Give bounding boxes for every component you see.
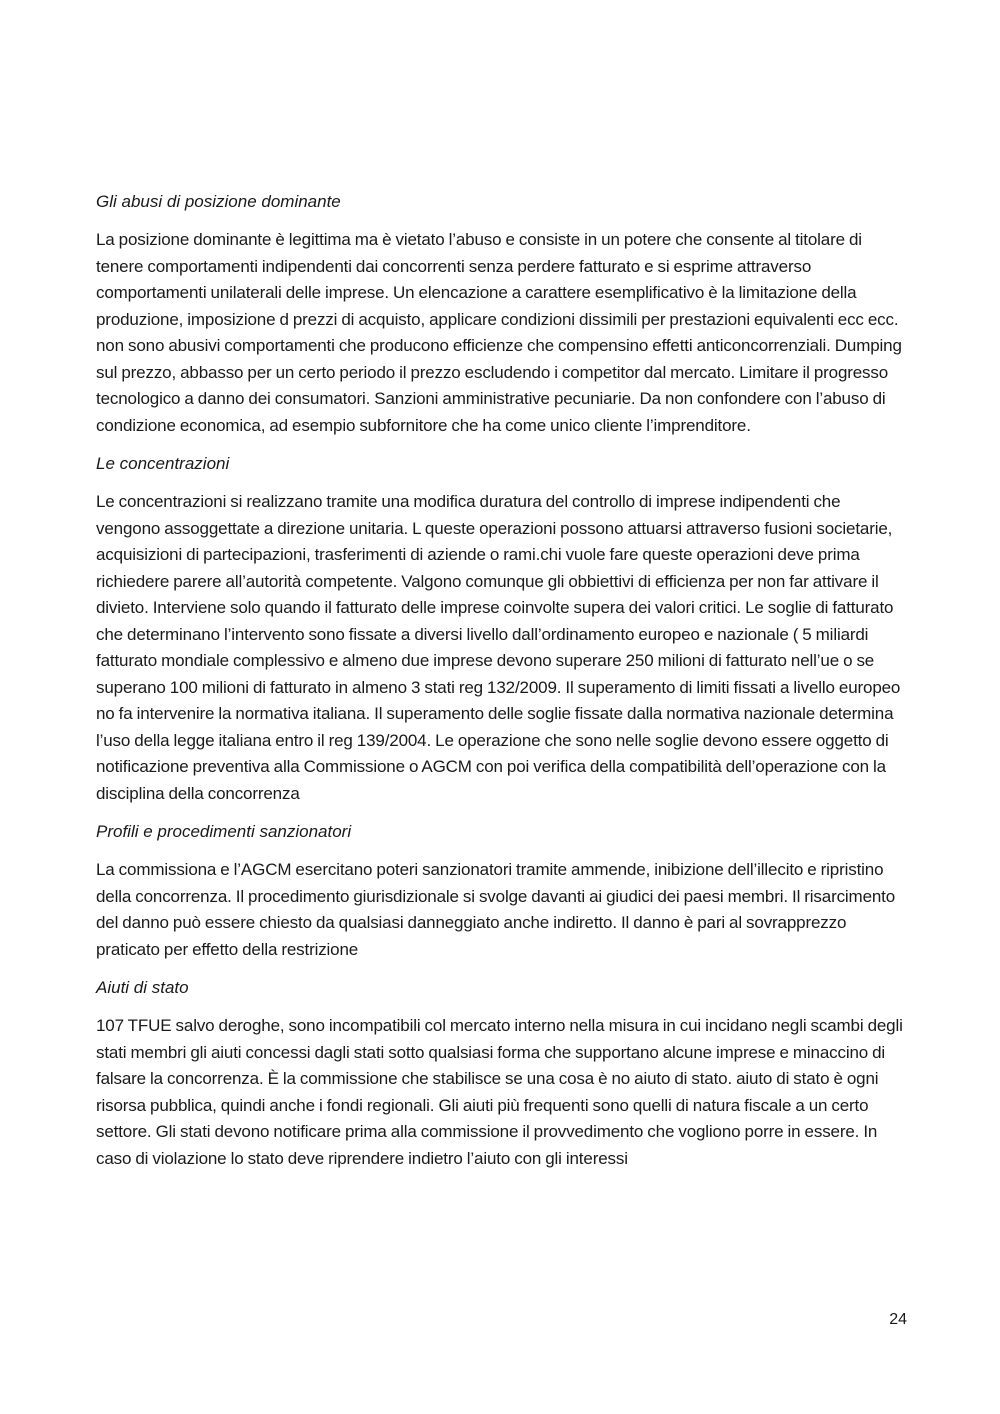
page-content (96, 189, 908, 1184)
section-heading: Le concentrazioni (96, 454, 230, 473)
section-paragraph: La commissiona e l’AGCM esercitano poteri sanzionatori tramite ammende, inibizione dell’illecito e ripristino della concorrenza. Il procedimento giurisdizionale si svolge davanti ai giudici dei paesi membri. Il risarcimento del danno può essere chiesto da qualsiasi danneggiato anche indiretto. Il danno è pari al sovrapprezzo praticato per effetto della restrizione (96, 860, 896, 959)
section-profili-sanzionatori (96, 819, 908, 963)
section-paragraph: La posizione dominante è legittima ma è vietato l’abuso e consiste in un potere che consente al titolare di tenere comportamenti indipendenti dai concorrenti senza perdere fatturato e si esprime attraverso comportamenti unilaterali delle imprese. Un elencazione a carattere esemplificativo è la limitazione della produzione, imposizione d prezzi di acquisto, applicare condizioni dissimili per prestazioni equivalenti ecc ecc. non sono abusivi comportamenti che producono efficienze che compensino effetti anticoncorrenziali. Dumping sul prezzo, abbasso per un certo periodo il prezzo escludendo i competitor dal mercato. Limitare il progresso tecnologico a danno dei consumatori. Sanzioni amministrative pecuniarie. Da non confondere con l’abuso di condizione economica, ad esempio subfornitore che ha come unico cliente l’imprenditore. (96, 230, 902, 435)
section-paragraph: 107 TFUE salvo deroghe, sono incompatibili col mercato interno nella misura in cui incidano negli scambi degli stati membri gli aiuti concessi dagli stati sotto qualsiasi forma che supportano alcune imprese e minaccino di falsare la concorrenza. È la commissione che stabilisce se una cosa è no aiuto di stato. aiuto di stato è ogni risorsa pubblica, quindi anche i fondi regionali. Gli aiuti più frequenti sono quelli di natura fiscale a un certo settore. Gli stati devono notificare prima alla commissione il provvedimento che vogliono porre in essere. In caso di violazione lo stato deve riprendere indietro l’aiuto con gli interessi (96, 1016, 903, 1168)
section-paragraph: Le concentrazioni si realizzano tramite una modifica duratura del controllo di imprese indipendenti che vengono assoggettate a direzione unitaria. L queste operazioni possono attuarsi attraverso fusioni societarie, acquisizioni di partecipazioni, trasferimenti di aziende o rami.chi vuole fare queste operazioni deve prima richiedere parere all’autorità competente. Valgono comunque gli obbiettivi di efficienza per non far attivare il divieto. Interviene solo quando il fatturato delle imprese coinvolte supera dei valori critici. Le soglie di fatturato che determinano l’intervento sono fissate a diversi livello dall’ordinamento europeo e nazionale ( 5 miliardi fatturato mondiale complessivo e almeno due imprese devono superare 250 milioni di fatturato nell’ue o se superano 100 milioni di fatturato in almeno 3 stati reg 132/2009. Il superamento di limiti fissati a livello europeo no fa intervenire la normativa italiana. Il superamento delle soglie fissate dalla normativa nazionale determina l’uso della legge italiana entro il reg 139/2004. Le operazione che sono nelle soglie devono essere oggetto di notificazione preventiva alla Commissione o AGCM con poi verifica della compatibilità dell’operazione con la disciplina della concorrenza (96, 492, 901, 803)
section-heading: Aiuti di stato (96, 978, 189, 997)
section-heading: Profili e procedimenti sanzionatori (96, 822, 352, 841)
section-aiuti-di-stato (96, 975, 908, 1172)
section-heading: Gli abusi di posizione dominante (96, 192, 341, 211)
page-number: 24 (889, 1311, 907, 1328)
section-abusi-posizione-dominante (96, 189, 908, 439)
section-concentrazioni (96, 451, 908, 807)
